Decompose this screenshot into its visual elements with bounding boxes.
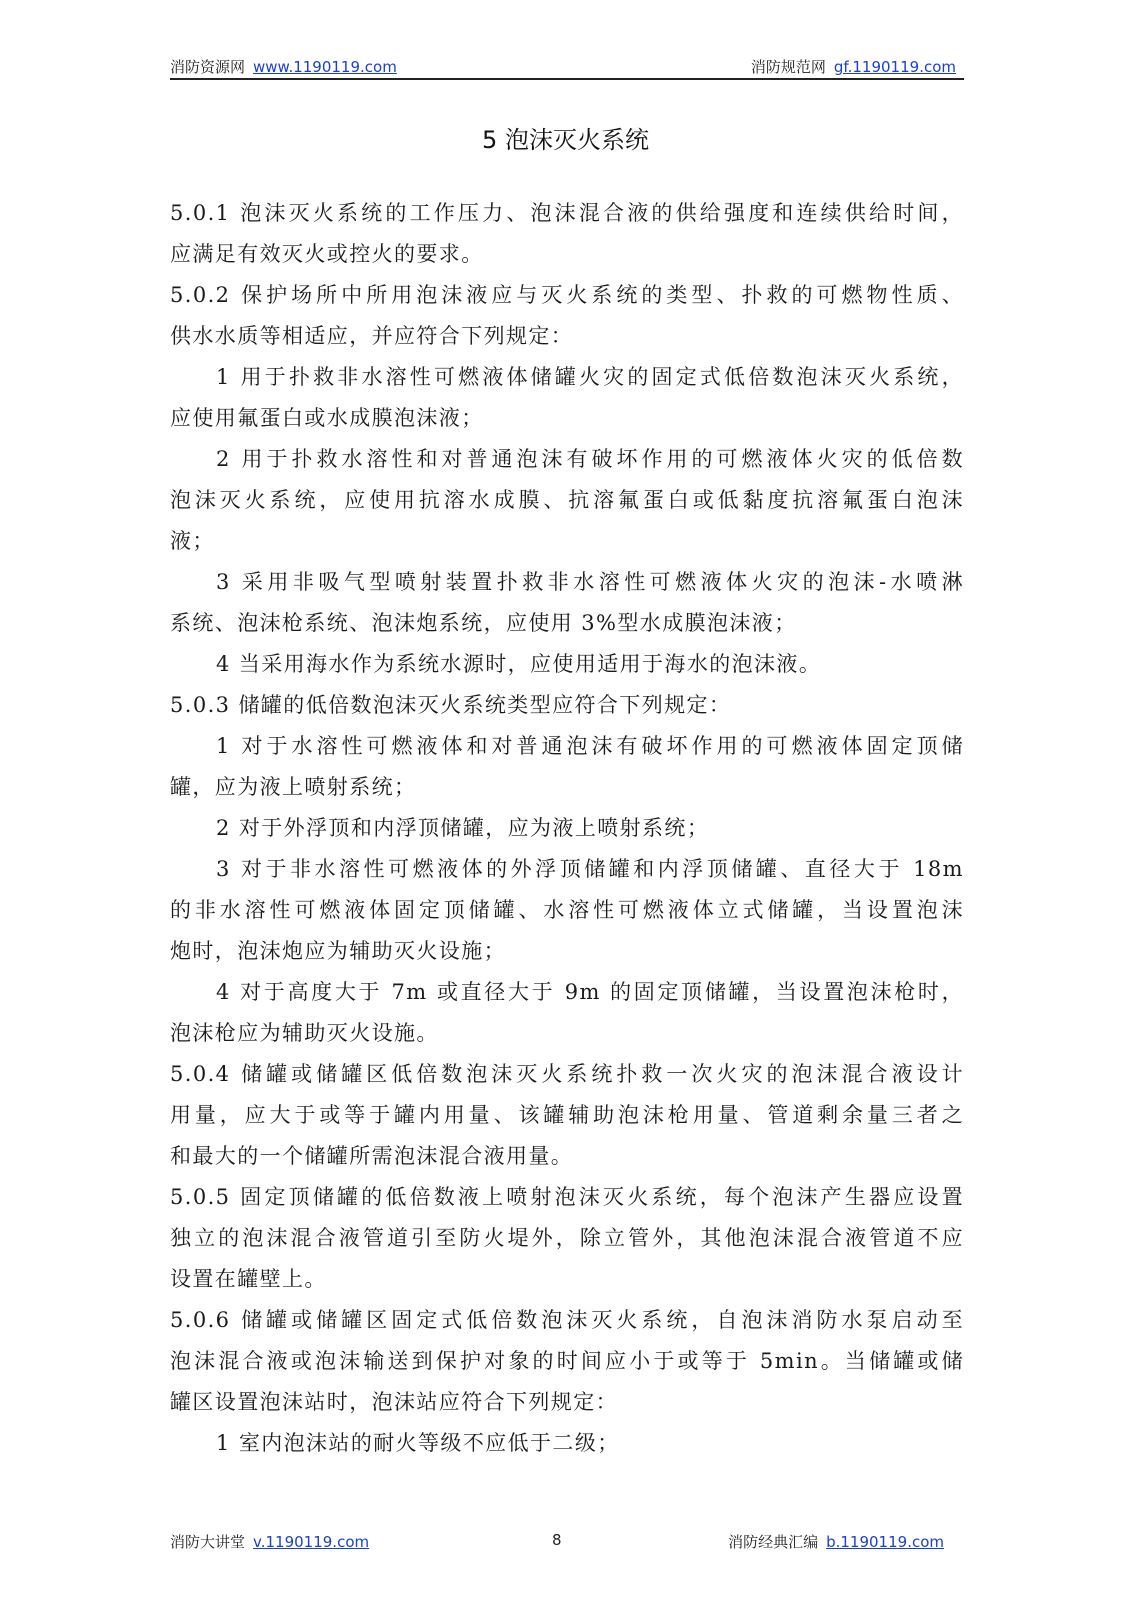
text-line: 5.0.2 保护场所中所用泡沫液应与灭火系统的类型、扑救的可燃物性质、 bbox=[170, 283, 964, 307]
text-line: 供水水质等相适应，并应符合下列规定： bbox=[170, 324, 574, 348]
text-line: 1 对于水溶性可燃液体和对普通泡沫有破坏作用的可燃液体固定顶储 bbox=[216, 734, 964, 758]
text-line: 3 采用非吸气型喷射装置扑救非水溶性可燃液体火灾的泡沫-水喷淋 bbox=[216, 570, 964, 594]
text-line: 5.0.4 储罐或储罐区低倍数泡沫灭火系统扑救一次火灾的泡沫混合液设计 bbox=[170, 1062, 964, 1086]
text-line: 5.0.1 泡沫灭火系统的工作压力、泡沫混合液的供给强度和连续供给时间， bbox=[170, 201, 964, 225]
page-number: 8 bbox=[552, 1531, 562, 1549]
header-right bbox=[751, 56, 956, 77]
text-line: 和最大的一个储罐所需泡沫混合液用量。 bbox=[170, 1144, 574, 1168]
header-left-link[interactable]: www.1190119.com bbox=[253, 58, 397, 76]
footer-right-link[interactable]: b.1190119.com bbox=[826, 1533, 944, 1551]
footer-right bbox=[728, 1531, 944, 1552]
footer-left-label: 消防大讲堂 bbox=[170, 1533, 246, 1551]
page-header bbox=[170, 52, 964, 80]
header-left-label: 消防资源网 bbox=[170, 58, 246, 76]
footer-left-link[interactable]: v.1190119.com bbox=[253, 1533, 370, 1551]
header-right-label: 消防规范网 bbox=[750, 58, 826, 76]
text-line: 3 对于非水溶性可燃液体的外浮顶储罐和内浮顶储罐、直径大于 18m bbox=[216, 857, 964, 881]
text-line: 独立的泡沫混合液管道引至防火堤外，除立管外，其他泡沫混合液管道不应 bbox=[170, 1226, 964, 1250]
text-line: 2 用于扑救水溶性和对普通泡沫有破坏作用的可燃液体火灾的低倍数 bbox=[216, 447, 964, 471]
footer-right-label: 消防经典汇编 bbox=[728, 1533, 819, 1551]
text-line: 的非水溶性可燃液体固定顶储罐、水溶性可燃液体立式储罐，当设置泡沫 bbox=[170, 898, 964, 922]
text-line: 罐区设置泡沫站时，泡沫站应符合下列规定： bbox=[170, 1390, 618, 1414]
text-line: 1 用于扑救非水溶性可燃液体储罐火灾的固定式低倍数泡沫灭火系统， bbox=[216, 365, 964, 389]
section-title: 5 泡沫灭火系统 bbox=[482, 126, 649, 154]
text-line: 泡沫灭火系统，应使用抗溶水成膜、抗溶氟蛋白或低黏度抗溶氟蛋白泡沫 bbox=[170, 488, 964, 512]
text-line: 炮时，泡沫炮应为辅助灭火设施； bbox=[170, 939, 506, 963]
text-line: 液； bbox=[170, 529, 215, 553]
text-line: 1 室内泡沫站的耐火等级不应低于二级； bbox=[216, 1431, 620, 1455]
header-left bbox=[170, 56, 397, 77]
text-line: 2 对于外浮顶和内浮顶储罐，应为液上喷射系统； bbox=[216, 816, 710, 840]
text-line: 5.0.6 储罐或储罐区固定式低倍数泡沫灭火系统，自泡沫消防水泵启动至 bbox=[170, 1308, 964, 1332]
text-line: 5.0.5 固定顶储罐的低倍数液上喷射泡沫灭火系统，每个泡沫产生器应设置 bbox=[170, 1185, 964, 1209]
text-line: 泡沫混合液或泡沫输送到保护对象的时间应小于或等于 5min。当储罐或储 bbox=[170, 1349, 964, 1373]
body-text bbox=[170, 193, 964, 1464]
text-line: 泡沫枪应为辅助灭火设施。 bbox=[170, 1021, 439, 1045]
text-line: 应使用氟蛋白或水成膜泡沫液； bbox=[170, 406, 484, 430]
text-line: 4 当采用海水作为系统水源时，应使用适用于海水的泡沫液。 bbox=[216, 652, 822, 676]
text-line: 设置在罐壁上。 bbox=[170, 1267, 327, 1291]
page-footer bbox=[170, 1531, 944, 1553]
text-line: 应满足有效灭火或控火的要求。 bbox=[170, 242, 484, 266]
text-line: 系统、泡沫枪系统、泡沫炮系统，应使用 3%型水成膜泡沫液； bbox=[170, 611, 797, 635]
text-line: 罐，应为液上喷射系统； bbox=[170, 775, 417, 799]
header-right-link[interactable]: gf.1190119.com bbox=[833, 58, 956, 76]
text-line: 用量，应大于或等于罐内用量、该罐辅助泡沫枪用量、管道剩余量三者之 bbox=[170, 1103, 964, 1127]
footer-left bbox=[170, 1531, 369, 1552]
text-line: 5.0.3 储罐的低倍数泡沫灭火系统类型应符合下列规定： bbox=[170, 693, 732, 717]
text-line: 4 对于高度大于 7m 或直径大于 9m 的固定顶储罐，当设置泡沫枪时， bbox=[216, 980, 964, 1004]
